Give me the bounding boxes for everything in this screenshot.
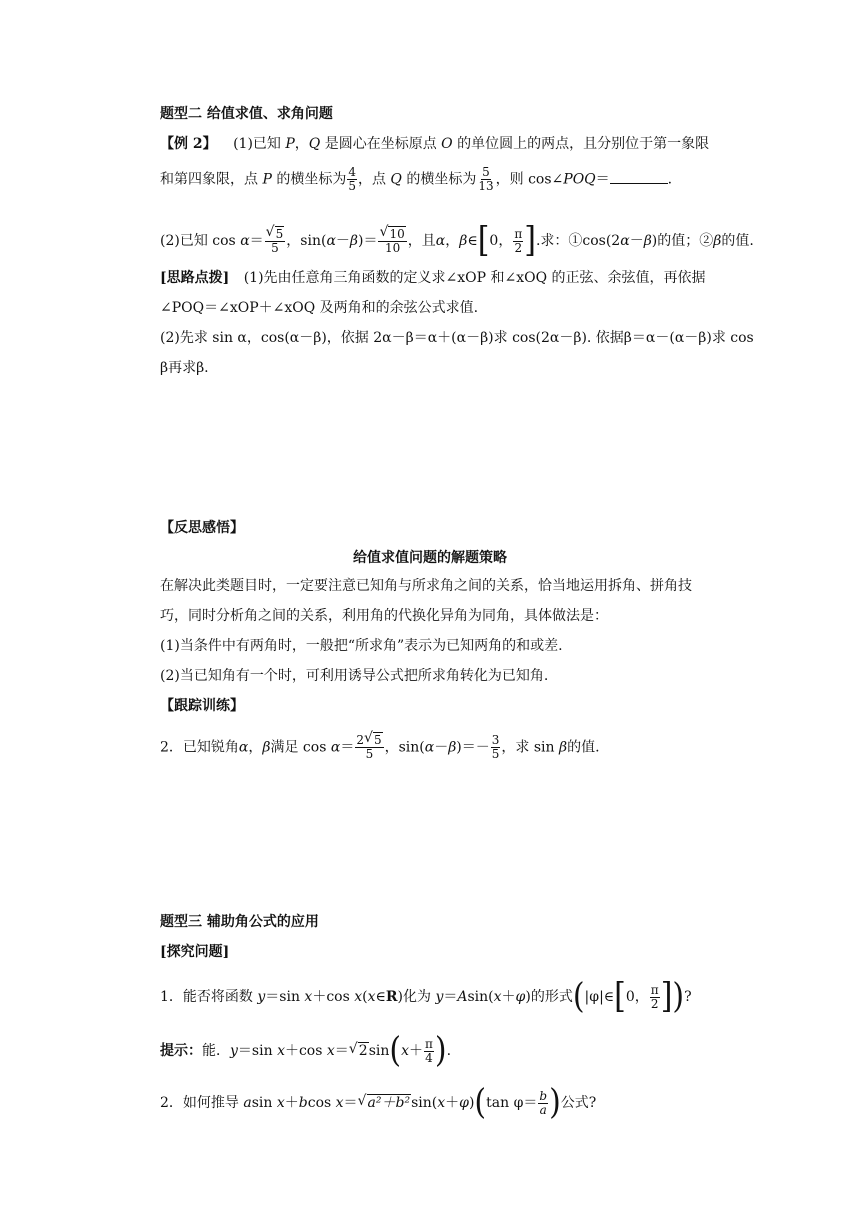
- fraction-sqrt5-5: √ 5 5: [265, 223, 284, 255]
- track-label: 【跟踪训练】: [160, 698, 244, 714]
- example-2-line-3: (2)已知 cos α＝ √ 5 5 ，sin(α－β)＝ √ 10 10 ，且α，β∈[0， $\frac{\pi}{2}$ ].求：①cos(2α－β)的值；②β的值.: [160, 220, 754, 261]
- q2-left-paren: (: [474, 1082, 487, 1123]
- hint-line-1: [思路点拨] (1)先由任意角三角函数的定义求∠xOP 和∠xOQ 的正弦、余弦值，再依据: [160, 270, 706, 286]
- hint-line-2: ∠POQ＝∠xOP＋∠xOQ 及两角和的余弦公式求值.: [160, 300, 479, 316]
- fraction-sqrt10-10: √ 10 10: [379, 223, 405, 255]
- tip-line: 提示：能．y＝sin x＋cos x＝ √ 2sin(x＋ $\frac{\pi}{4}$ ).: [160, 1030, 452, 1071]
- outer-right-paren: ): [672, 976, 685, 1017]
- track-question-2: 2．已知锐角α，β满足 cos α＝ 2 √ 5 5 ，sin(α－β)＝－ $\frac{3}{5}$ ，求 sin β的值.: [160, 730, 600, 761]
- reflect-line-3: (1)当条件中有两角时，一般把“所求角”表示为已知两角的和或差.: [160, 638, 563, 654]
- fraction-b-a: $\frac{b}{a}$: [539, 1088, 548, 1117]
- section-title-3: 题型三 辅助角公式的应用: [160, 914, 319, 930]
- fraction-pi-2: $\frac{\pi}{2}$: [514, 226, 523, 255]
- hint-line-4: β再求β.: [160, 360, 209, 376]
- section-title-2: 题型二 给值求值、求角问题: [160, 106, 333, 122]
- fraction-2sqrt5-5: 2 √ 5 5: [356, 730, 382, 761]
- reflect-label: 【反思感悟】: [160, 520, 244, 536]
- explore-label: [探究问题]: [160, 944, 230, 960]
- example-2-line-1: 【例 2】 (1)已知 P，Q 是圆心在坐标原点 O 的单位圆上的两点，且分别位于第一象限: [160, 136, 710, 152]
- reflect-line-1: 在解决此类题目时，一定要注意已知角与所求角之间的关系，恰当地运用拆角、拼角技: [160, 578, 692, 594]
- explore-question-2: 2．如何推导 asin x＋bcos x＝ √ a²＋b²sin(x＋φ)(tan φ＝ $\frac{b}{a}$ )公式?: [160, 1082, 597, 1123]
- fraction-pi-2-b: $\frac{\pi}{2}$: [650, 982, 659, 1011]
- sqrt-2: √ 2: [348, 1041, 368, 1059]
- outer-left-paren: (: [572, 976, 585, 1017]
- reflect-line-4: (2)当已知角有一个时，可利用诱导公式把所求角转化为已知角.: [160, 668, 549, 684]
- fraction-pi-4: $\frac{\pi}{4}$: [425, 1036, 433, 1065]
- q2-right-paren: ): [549, 1082, 561, 1123]
- hint-line-3: (2)先求 sin α，cos(α－β)，依据 2α－β＝α＋(α－β)求 cos(2α－β). 依据β＝α－(α－β)求 cos: [160, 330, 754, 346]
- tip-left-paren: (: [389, 1030, 402, 1071]
- fraction-3-5: $\frac{3}{5}$: [491, 733, 500, 761]
- inner-left-bracket: [: [614, 976, 626, 1017]
- example-2-line-2: 和第四象限，点 P 的横坐标为 $\frac{4}{5}$ ，点 Q 的横坐标为 $\frac{5}{13}$ ，则 cos∠POQ＝ .: [160, 165, 673, 193]
- inner-right-bracket: ]: [660, 976, 673, 1017]
- answer-blank: [610, 171, 668, 184]
- explore-question-1: 1．能否将函数 y＝sin x＋cos x(x∈R)化为 y＝Asin(x＋φ)的形式(|φ|∈[0， $\frac{\pi}{2}$ ])?: [160, 976, 692, 1017]
- sqrt-a2-b2: √ a²＋b²: [357, 1093, 411, 1111]
- tip-right-paren: ): [434, 1030, 447, 1071]
- hint-label: [思路点拨]: [160, 270, 230, 286]
- right-bracket: ]: [524, 220, 536, 261]
- fraction-5-13: $\frac{5}{13}$: [478, 165, 494, 193]
- reflect-title: 给值求值问题的解题策略: [353, 550, 507, 566]
- tip-label: 提示：: [160, 1043, 202, 1059]
- fraction-4-5: $\frac{4}{5}$: [348, 165, 356, 193]
- left-bracket: [: [477, 220, 490, 261]
- example-label: 【例 2】: [160, 136, 217, 152]
- reflect-line-2: 巧，同时分析角之间的关系，利用角的代换化异角为同角，具体做法是：: [160, 608, 608, 624]
